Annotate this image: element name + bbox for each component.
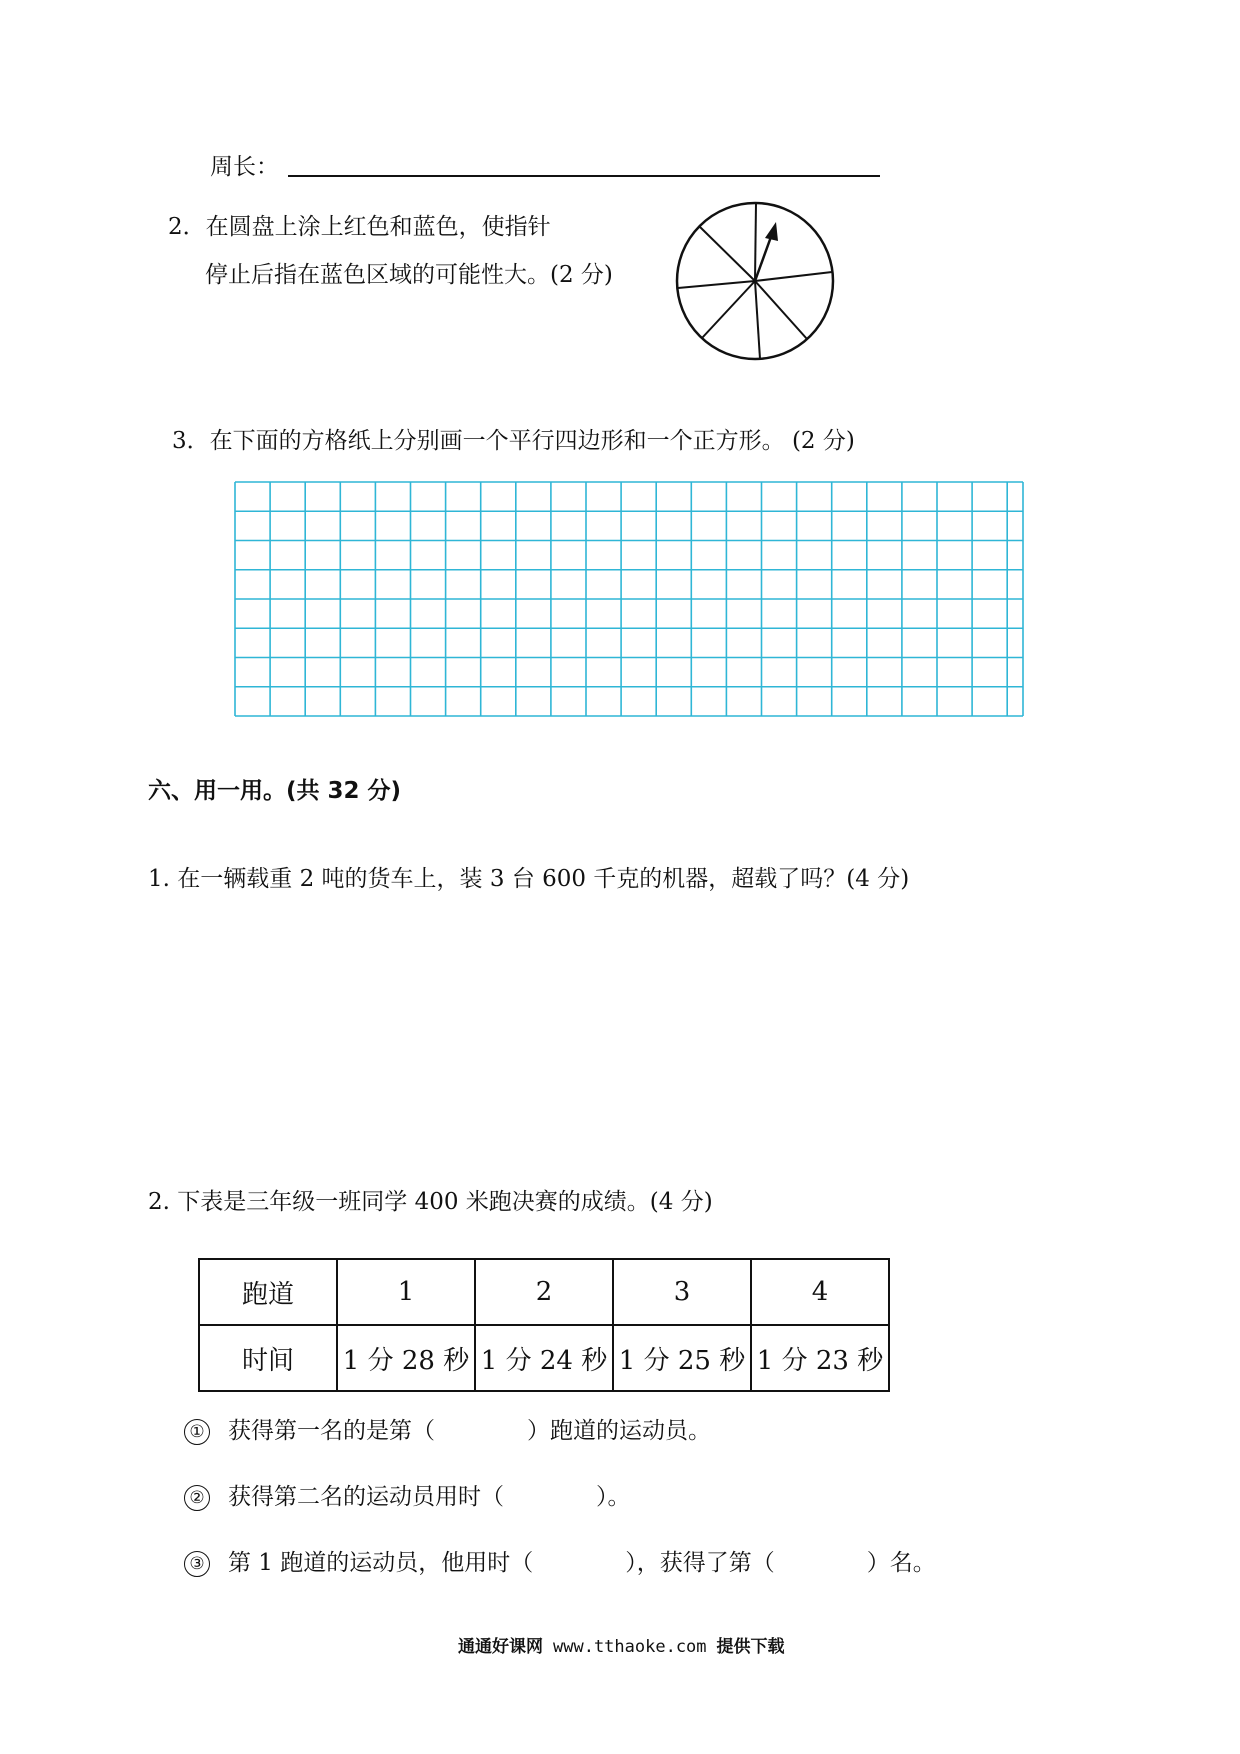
question-2-line-2: 停止后指在蓝色区域的可能性大。(2 分) bbox=[205, 262, 613, 288]
subquestion-text: 获得第二名的运动员用时（ ）。 bbox=[228, 1484, 631, 1510]
perimeter-label: 周长： bbox=[210, 154, 279, 180]
footer bbox=[458, 1632, 785, 1657]
table-header-lane: 跑道 bbox=[199, 1259, 337, 1325]
table-header-time: 时间 bbox=[199, 1325, 337, 1391]
footer-suffix: 提供下载 bbox=[716, 1637, 785, 1657]
subquestion-marker: ② bbox=[184, 1485, 210, 1511]
subquestion-text: 第 1 跑道的运动员，他用时（ ），获得了第（ ）名。 bbox=[228, 1550, 936, 1576]
table-row bbox=[199, 1259, 889, 1325]
grid-paper bbox=[234, 481, 1024, 717]
spinner-disc bbox=[672, 198, 838, 364]
question-2-line-1: 2．在圆盘上涂上红色和蓝色，使指针 bbox=[168, 214, 551, 240]
table-cell: 1 分 24 秒 bbox=[475, 1325, 613, 1391]
results-table bbox=[198, 1258, 890, 1392]
subquestion-1 bbox=[184, 1412, 711, 1445]
spinner-pointer-icon bbox=[755, 222, 778, 281]
subquestion-2 bbox=[184, 1478, 631, 1511]
table-row bbox=[199, 1325, 889, 1391]
table-cell: 1 bbox=[337, 1259, 475, 1325]
footer-site-name: 通通好课网 bbox=[458, 1637, 543, 1657]
table-cell: 1 分 28 秒 bbox=[337, 1325, 475, 1391]
subquestion-text: 获得第一名的是第（ ）跑道的运动员。 bbox=[228, 1418, 711, 1444]
section-6-title: 六、用一用。(共 32 分) bbox=[148, 778, 402, 804]
table-cell: 1 分 23 秒 bbox=[751, 1325, 889, 1391]
section-6-question-1: 1. 在一辆载重 2 吨的货车上，装 3 台 600 千克的机器，超载了吗？(4 分) bbox=[148, 866, 910, 892]
question-3-text: 3．在下面的方格纸上分别画一个平行四边形和一个正方形。 (2 分) bbox=[172, 428, 855, 454]
footer-url[interactable]: www.tthaoke.com bbox=[553, 1637, 707, 1657]
subquestion-marker: ① bbox=[184, 1419, 210, 1445]
table-cell: 3 bbox=[613, 1259, 751, 1325]
subquestion-marker: ③ bbox=[184, 1551, 210, 1577]
table-cell: 2 bbox=[475, 1259, 613, 1325]
table-cell: 1 分 25 秒 bbox=[613, 1325, 751, 1391]
perimeter-answer-line bbox=[288, 175, 880, 177]
section-6-question-2: 2. 下表是三年级一班同学 400 米跑决赛的成绩。(4 分) bbox=[148, 1189, 713, 1215]
table-cell: 4 bbox=[751, 1259, 889, 1325]
subquestion-3 bbox=[184, 1544, 936, 1577]
